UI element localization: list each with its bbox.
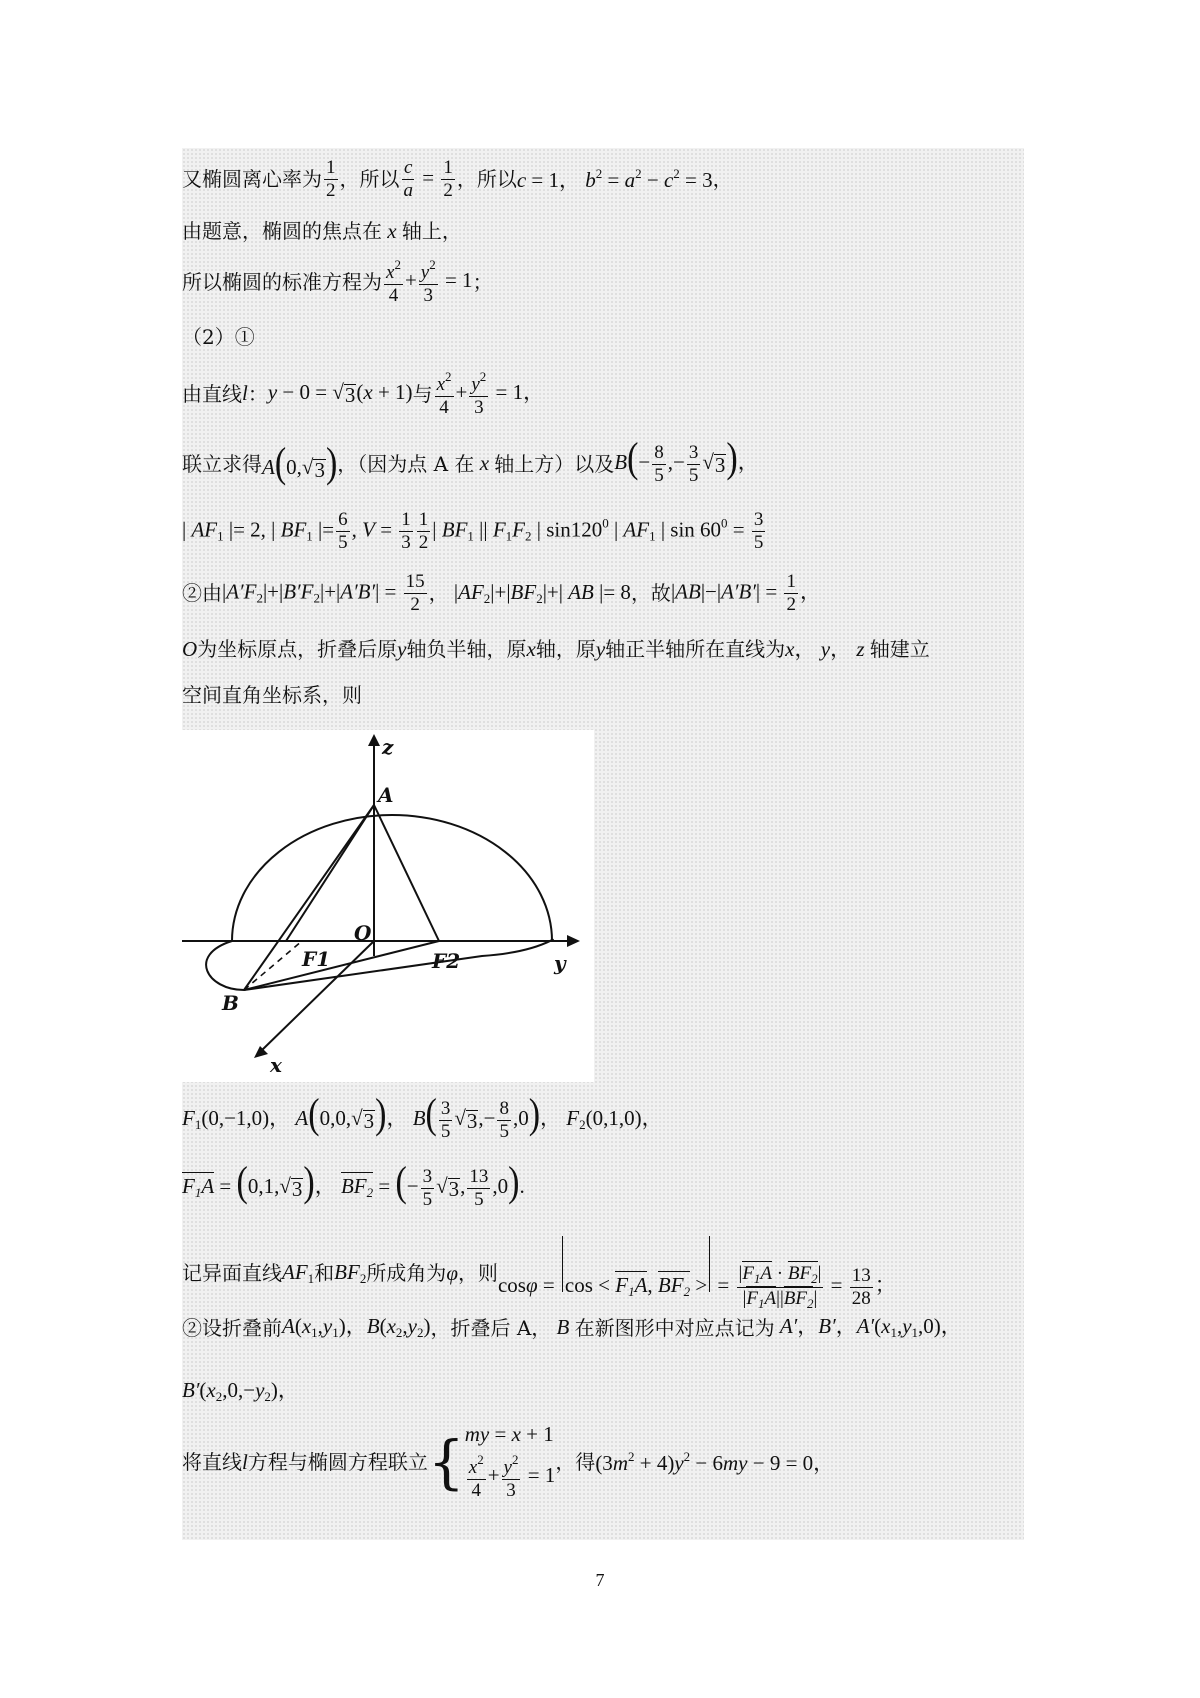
formula-points-ab: $A(x_1,y_1)$，$B(x_2,y_2)$	[282, 1314, 431, 1340]
formula-coordinates: $F_1(0,-1,0)$， A(0,0,√ 3 )， B( $\frac{3}{5}$ √ 3 ,− $\frac{8}{5}$ ,0)， $F_2(0,1,0)$，	[182, 1091, 663, 1142]
var-y: y	[397, 636, 407, 661]
line13-text-c: 所成角为	[366, 1261, 447, 1286]
diagram	[182, 730, 594, 1082]
text-line-16	[182, 1424, 834, 1501]
var-b: B	[551, 1315, 575, 1339]
line14-text-c: 在新图形中对应点记为	[574, 1315, 775, 1340]
label-f2: F2	[432, 949, 461, 973]
text-line-15	[182, 1380, 299, 1403]
formula-point-b-prime: $B'(x_2,0,-y_2)$，	[182, 1378, 299, 1404]
document-body	[182, 148, 1024, 1540]
line5-text-b: ：	[247, 381, 268, 406]
var-x: x	[382, 218, 402, 243]
line6-text-a: 联立求得	[182, 451, 262, 476]
formula-point-b: B(− $\frac{8}{5}$ ,− $\frac{3}{5}$ √ 3 )，	[614, 435, 759, 486]
line9-text-b: 轴负半轴，原	[406, 637, 527, 661]
formula-ellipse-2: $\frac{x^2}{4}$ + $\frac{y^2}{3}$ = 1，	[436, 369, 545, 418]
line8-text-a: ②由	[182, 581, 222, 606]
formula-folded-points: A′，B′，$A'(x_1,y_1,0)$，	[779, 1314, 962, 1340]
line9-text-a: 为坐标原点，折叠后原	[197, 637, 398, 661]
var-af1: $AF_1$	[282, 1259, 315, 1286]
formula-ellipse: $\frac{x^2}{4}$ + $\frac{y^2}{3}$ = 1	[386, 257, 473, 306]
line4-text-a: （2）①	[182, 325, 255, 349]
line2-text-b: 轴上，	[401, 219, 462, 243]
formula-quadratic: $(3m^2 + 4)y^2 - 6my - 9 = 0$，	[595, 1449, 835, 1476]
formula-system: my = x + 1 $\frac{x^2}{4}$ + $\frac{y^2}{3}$ = 1	[464, 1422, 556, 1501]
line16-text-b: 方程与椭圆方程联立	[247, 1450, 428, 1475]
text-line-10	[182, 682, 362, 708]
line9-text-d: 轴正半轴所在直线为	[605, 637, 786, 661]
x-axis-arrow	[254, 1046, 268, 1058]
line14-text-a: ②设折叠前	[182, 1315, 282, 1340]
text-line-12	[182, 1159, 525, 1210]
text-line-5	[182, 370, 544, 418]
line8-text-c: ，故	[630, 581, 671, 606]
var-x-2: x	[474, 451, 495, 476]
formula-c-b: c = 1， $b^2 = a^2 - c^2 = 3$	[516, 166, 713, 193]
line9-text-c: 轴，原	[535, 637, 596, 661]
text-line-9	[182, 636, 930, 662]
z-axis-arrow	[368, 734, 380, 746]
line6-text-b: ，（因为点 A 在	[337, 451, 475, 476]
var-xyz: x， y， z	[785, 636, 865, 661]
line1-text-d: ，	[712, 167, 733, 192]
var-l-2: l	[242, 1449, 248, 1474]
formula-line-l: y − 0 = √ 3 (x + 1)	[267, 379, 413, 407]
text-line-1	[182, 158, 733, 201]
text-line-7	[182, 510, 767, 553]
line2-text-a: 由题意，椭圆的焦点在	[182, 219, 382, 243]
var-bf2: $BF_2$	[334, 1259, 367, 1286]
lower-half-ellipse	[206, 940, 553, 990]
formula-cos-phi: $\cos\varphi = \cos < F_1A$, $BF_2$ > = $\frac{|F_1A \cdot BF_2|}{|F_1A||BF_2|}$ = $\frac{13}{28}$ ；	[498, 1236, 896, 1310]
line16-text-c: ，得	[555, 1450, 596, 1475]
line14-text-b: ，折叠后 A，	[430, 1315, 552, 1340]
formula-vectors: $F_1A = (0,1,√$ 3 )， $BF_2$ = (− $\frac{3}{5}$ √ 3 , $\frac{13}{5}$ ,0).	[182, 1159, 525, 1210]
text-line-3	[182, 258, 493, 306]
formula-perimeter-original: $|AF_2|+|BF_2|+|$ AB |= 8	[448, 579, 631, 606]
upper-half-ellipse	[232, 815, 552, 941]
label-x: x	[270, 1053, 282, 1077]
line13-text-d: ，则	[457, 1261, 498, 1286]
text-line-4	[182, 324, 255, 350]
formula-volume: | $AF_1$ |= 2, | $BF_1$ |= $\frac{6}{5}$ , V = $\frac{1}{3}$ $\frac{1}{2}$ | $BF_1$ || $F_1F_2$ | $\sin 120^0$ | $AF_1$ | $\sin 60^0$ = $\frac{3}{5}$	[182, 509, 764, 553]
label-f1: F1	[302, 947, 331, 971]
text-line-6	[182, 435, 759, 487]
label-z: z	[382, 735, 394, 759]
formula-point-a: A(0,√ 3 )	[262, 440, 338, 487]
line3-text-a: 所以椭圆的标准方程为	[182, 269, 382, 294]
line8-text-b: ，	[428, 581, 449, 606]
system-brace: {	[427, 1428, 465, 1497]
text-line-14	[182, 1316, 962, 1339]
line3-text-b: ；	[472, 269, 493, 294]
line10-text-a: 空间直角坐标系，则	[182, 683, 362, 707]
line1-text-c: ，所以	[456, 167, 517, 192]
line9-text-e: 轴建立	[869, 637, 930, 661]
text-line-2	[182, 218, 462, 244]
formula-difference: |AB|−|A′B′| = $\frac{1}{2}$ ，	[670, 571, 821, 615]
label-b: B	[222, 991, 239, 1015]
text-line-11	[182, 1091, 663, 1142]
var-phi: φ	[446, 1260, 458, 1285]
var-o: O	[182, 636, 198, 661]
line13-text-b: 和	[314, 1261, 335, 1286]
line6-text-c: 轴上方）以及	[494, 451, 615, 476]
line5-text-a: 由直线	[182, 381, 242, 406]
y-axis-arrow	[567, 935, 580, 947]
formula-c-over-a: $\frac{c}{a}$ = $\frac{1}{2}$	[403, 157, 453, 201]
var-l: l	[242, 381, 248, 406]
var-x-3: x	[526, 636, 536, 661]
text-line-13	[182, 1236, 896, 1310]
label-o: O	[354, 921, 372, 945]
edge-af2	[374, 805, 439, 941]
line13-text-a: 记异面直线	[182, 1261, 282, 1286]
line1-text-b: ，所以	[339, 167, 400, 192]
folded-ellipse-figure	[182, 730, 594, 1082]
line1-text-a: 又椭圆离心率为	[182, 167, 322, 192]
line16-text-a: 将直线	[182, 1450, 242, 1475]
formula-perimeter-folded: $|A'F_2|+|B'F_2|+|A'B'|$ = $\frac{15}{2}$	[222, 571, 425, 615]
line5-text-c: 与	[412, 381, 433, 406]
var-y-2: y	[595, 636, 606, 661]
label-a: A	[378, 783, 394, 807]
label-y: y	[554, 951, 566, 975]
page-number: 7	[595, 1570, 605, 1590]
text-line-8	[182, 572, 821, 615]
formula-eccentricity: $\frac{1}{2}$	[326, 157, 336, 201]
